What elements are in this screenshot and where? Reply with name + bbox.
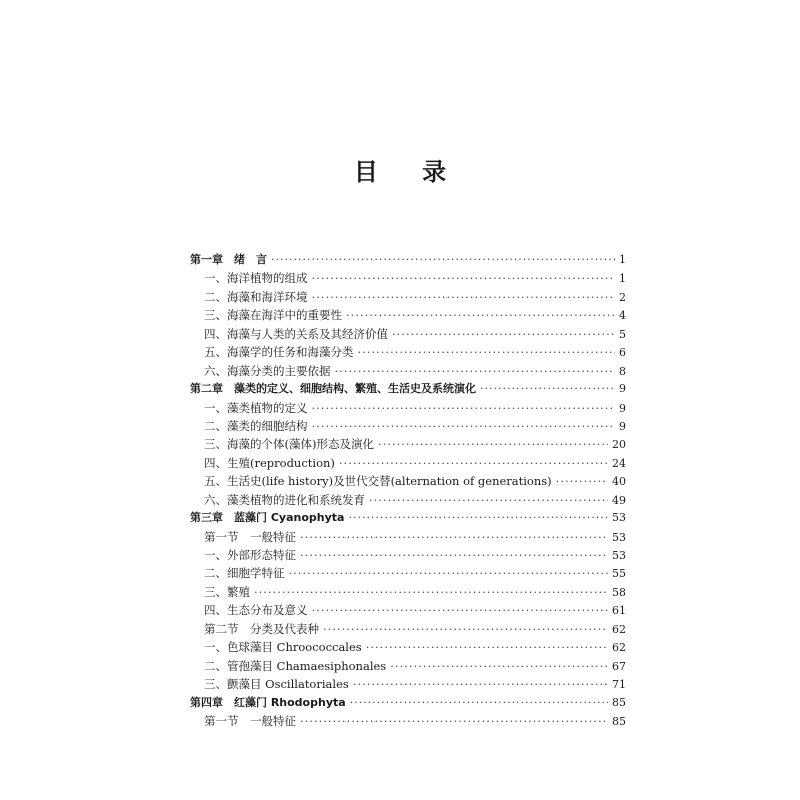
toc-dot-leader [350,694,608,712]
toc-entry-item [190,306,626,324]
toc-entry-item [190,435,626,453]
toc-entry-item [190,454,626,472]
toc-entry-page-number: 2 [619,290,626,304]
toc-dot-leader [348,509,608,527]
toc-entry-chapter [190,380,626,398]
toc-entry-chapter [190,509,626,527]
toc-dot-leader [289,564,609,582]
toc-entry-label: 第一章 绪 言 [190,253,267,266]
toc-entry-label: 第一节 一般特征 [204,713,296,728]
toc-entry-page-number: 9 [619,419,626,433]
toc-entry-page-number: 55 [612,567,626,581]
toc-entry-item [190,399,626,417]
toc-dot-leader [390,657,608,675]
toc-entry-label: 五、生活史(life history)及世代交替(alternation of generations) [204,474,552,489]
toc-dot-leader [271,251,615,269]
toc-dot-leader [358,343,616,361]
toc-dot-leader [254,583,608,601]
toc-dot-leader [366,638,608,656]
toc-entry-item [190,657,626,675]
toc-entry-item [190,472,626,490]
toc-dot-leader [392,325,615,343]
toc-dot-leader [346,306,615,324]
toc-entry-label: 二、海藻和海洋环境 [204,289,308,304]
toc-entry-section [190,528,626,546]
toc-entry-page-number: 53 [612,530,626,544]
toc-dot-leader [556,472,608,490]
toc-dot-leader [480,380,615,398]
toc-entry-page-number: 9 [619,401,626,415]
toc-dot-leader [323,620,608,638]
toc-entry-label: 四、海藻与人类的关系及其经济价值 [204,326,388,341]
toc-entry-label: 六、藻类植物的进化和系统发育 [204,492,365,507]
toc-dot-leader [312,399,616,417]
toc-entry-label: 四、生殖(reproduction) [204,455,335,470]
toc-entry-page-number: 61 [612,604,626,618]
toc-entry-page-number: 1 [619,272,626,286]
toc-entry-page-number: 53 [612,511,626,525]
toc-entry-label: 二、细胞学特征 [204,566,285,581]
toc-entry-item [190,601,626,619]
toc-entry-label: 第一节 一般特征 [204,529,296,544]
toc-entry-label: 六、海藻分类的主要依据 [204,363,331,378]
toc-dot-leader [312,417,616,435]
toc-entry-page-number: 40 [612,475,626,489]
toc-entry-section [190,712,626,730]
toc-entry-item [190,491,626,509]
toc-entry-label: 第二节 分类及代表种 [204,621,319,636]
toc-entry-item [190,325,626,343]
toc-entry-label: 一、色球藻目 Chroococcales [204,640,362,655]
toc-dot-leader [312,269,616,287]
toc-entry-label: 四、生态分布及意义 [204,603,308,618]
toc-entry-label: 三、颤藻目 Oscillatoriales [204,677,349,692]
toc-dot-leader [300,712,608,730]
toc-entry-page-number: 4 [619,309,626,323]
toc-entry-page-number: 49 [612,493,626,507]
toc-entry-item [190,417,626,435]
toc-entry-label: 三、海藻在海洋中的重要性 [204,308,342,323]
toc-entry-chapter [190,694,626,712]
toc-entry-item [190,638,626,656]
toc-entry-item [190,269,626,287]
toc-entry-page-number: 85 [612,695,626,709]
toc-entry-item [190,675,626,693]
toc-entry-chapter [190,251,626,269]
toc-entry-label: 第二章 藻类的定义、细胞结构、繁殖、生活史及系统演化 [190,382,476,396]
toc-dot-leader [353,675,608,693]
toc-entry-label: 二、藻类的细胞结构 [204,418,308,433]
table-of-contents [190,251,626,730]
toc-entry-label: 一、外部形态特征 [204,548,296,562]
toc-entry-page-number: 9 [619,382,626,396]
toc-entry-label: 一、藻类植物的定义 [204,400,308,415]
toc-entry-label: 第四章 红藻门 Rhodophyta [190,695,346,709]
toc-entry-page-number: 85 [612,714,626,728]
toc-entry-page-number: 6 [619,346,626,360]
toc-entry-item [190,362,626,380]
toc-entry-item [190,546,626,564]
toc-entry-page-number: 5 [619,327,626,341]
toc-dot-leader [300,528,608,546]
toc-dot-leader [300,546,608,564]
toc-entry-label: 五、海藻学的任务和海藻分类 [204,345,354,360]
toc-entry-page-number: 62 [612,622,626,636]
toc-dot-leader [312,601,609,619]
toc-entry-page-number: 1 [619,253,626,266]
toc-entry-page-number: 62 [612,641,626,655]
toc-entry-item [190,288,626,306]
toc-entry-label: 一、海洋植物的组成 [204,271,308,286]
toc-entry-section [190,620,626,638]
toc-dot-leader [339,454,608,472]
toc-entry-label: 三、海藻的个体(藻体)形态及演化 [204,437,374,452]
toc-entry-page-number: 58 [612,585,626,599]
toc-entry-page-number: 53 [612,549,626,562]
toc-dot-leader [335,362,616,380]
toc-entry-page-number: 24 [612,456,626,470]
toc-entry-item [190,583,626,601]
toc-entry-label: 第三章 蓝藻门 Cyanophyta [190,511,345,525]
toc-dot-leader [369,491,608,509]
toc-title: 目 录 [353,158,465,186]
toc-entry-page-number: 20 [612,438,626,452]
toc-dot-leader [378,435,608,453]
toc-entry-label: 三、繁殖 [204,584,250,599]
toc-entry-page-number: 71 [612,678,626,692]
toc-entry-page-number: 8 [619,364,626,378]
toc-dot-leader [312,288,616,306]
toc-entry-page-number: 67 [612,659,626,673]
toc-entry-item [190,564,626,582]
toc-entry-label: 二、管孢藻目 Chamaesiphonales [204,658,387,673]
toc-entry-item [190,343,626,361]
